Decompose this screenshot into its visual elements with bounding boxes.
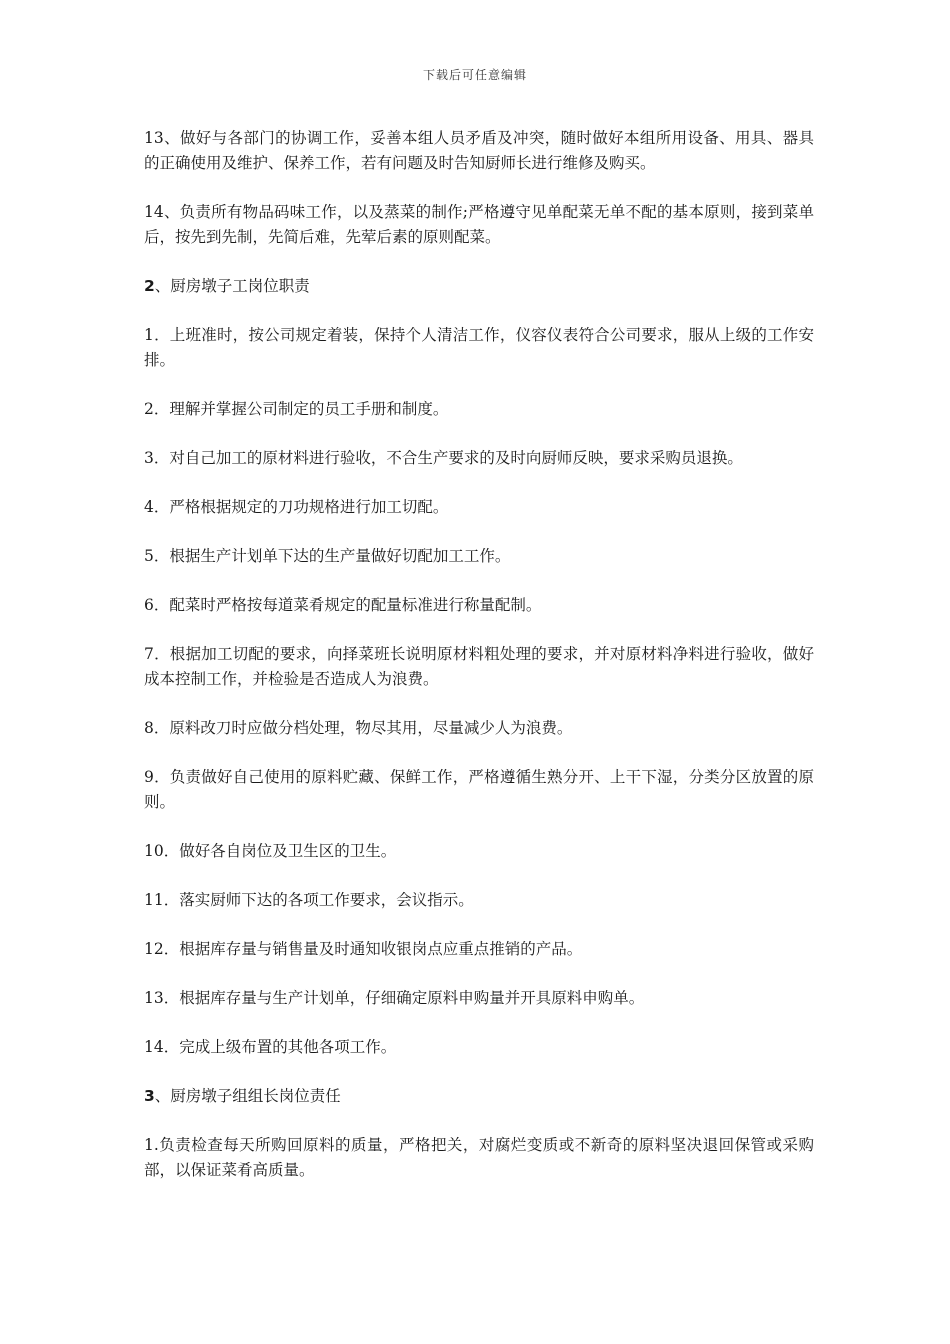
duty-item-10: 10．做好各自岗位及卫生区的卫生。 (144, 842, 397, 860)
page-header-note: 下载后可任意编辑 (422, 68, 527, 82)
duty-item-2: 2．理解并掌握公司制定的员工手册和制度。 (144, 400, 449, 418)
section-number: 2 (144, 277, 155, 295)
paragraph-14: 14、负责所有物品码味工作，以及蒸菜的制作;严格遵守见单配菜无单不配的基本原则，接到菜单后，按先到先制，先简后难，先荤后素的原则配菜。 (144, 203, 814, 246)
duty-item-9: 9．负责做好自己使用的原料贮藏、保鲜工作，严格遵循生熟分开、上干下湿，分类分区放置的原则。 (144, 768, 814, 811)
document-body (144, 126, 814, 1207)
section-number: 3 (144, 1087, 155, 1105)
duty-item-11: 11．落实厨师下达的各项工作要求，会议指示。 (144, 891, 474, 909)
section-heading-3 (144, 1084, 814, 1109)
duty-item-12: 12．根据库存量与销售量及时通知收银岗点应重点推销的产品。 (144, 940, 583, 958)
leader-duty-item-1: 1.负责检查每天所购回原料的质量，严格把关，对腐烂变质或不新奇的原料坚决退回保管或采购部，以保证菜肴高质量。 (144, 1136, 814, 1179)
section-title: 、厨房墩子组组长岗位责任 (154, 1087, 341, 1105)
section-title: 、厨房墩子工岗位职责 (154, 277, 310, 295)
duty-item-4: 4．严格根据规定的刀功规格进行加工切配。 (144, 498, 449, 516)
duty-item-13: 13．根据库存量与生产计划单，仔细确定原料申购量并开具原料申购单。 (144, 989, 645, 1007)
duty-item-6: 6．配菜时严格按每道菜肴规定的配量标准进行称量配制。 (144, 596, 542, 614)
duty-item-14: 14．完成上级布置的其他各项工作。 (144, 1038, 397, 1056)
duty-item-1: 1．上班准时，按公司规定着装，保持个人清洁工作，仪容仪表符合公司要求，服从上级的工作安排。 (144, 326, 814, 369)
duty-item-8: 8．原料改刀时应做分档处理，物尽其用，尽量减少人为浪费。 (144, 719, 573, 737)
section-heading-2 (144, 274, 814, 299)
duty-item-7: 7．根据加工切配的要求，向择菜班长说明原材料粗处理的要求，并对原材料净料进行验收，做好成本控制工作，并检验是否造成人为浪费。 (144, 645, 814, 688)
paragraph-13: 13、做好与各部门的协调工作，妥善本组人员矛盾及冲突，随时做好本组所用设备、用具、器具的正确使用及维护、保养工作，若有问题及时告知厨师长进行维修及购买。 (144, 129, 814, 172)
duty-item-5: 5．根据生产计划单下达的生产量做好切配加工工作。 (144, 547, 511, 565)
duty-item-3: 3．对自己加工的原材料进行验收，不合生产要求的及时向厨师反映，要求采购员退换。 (144, 449, 743, 467)
